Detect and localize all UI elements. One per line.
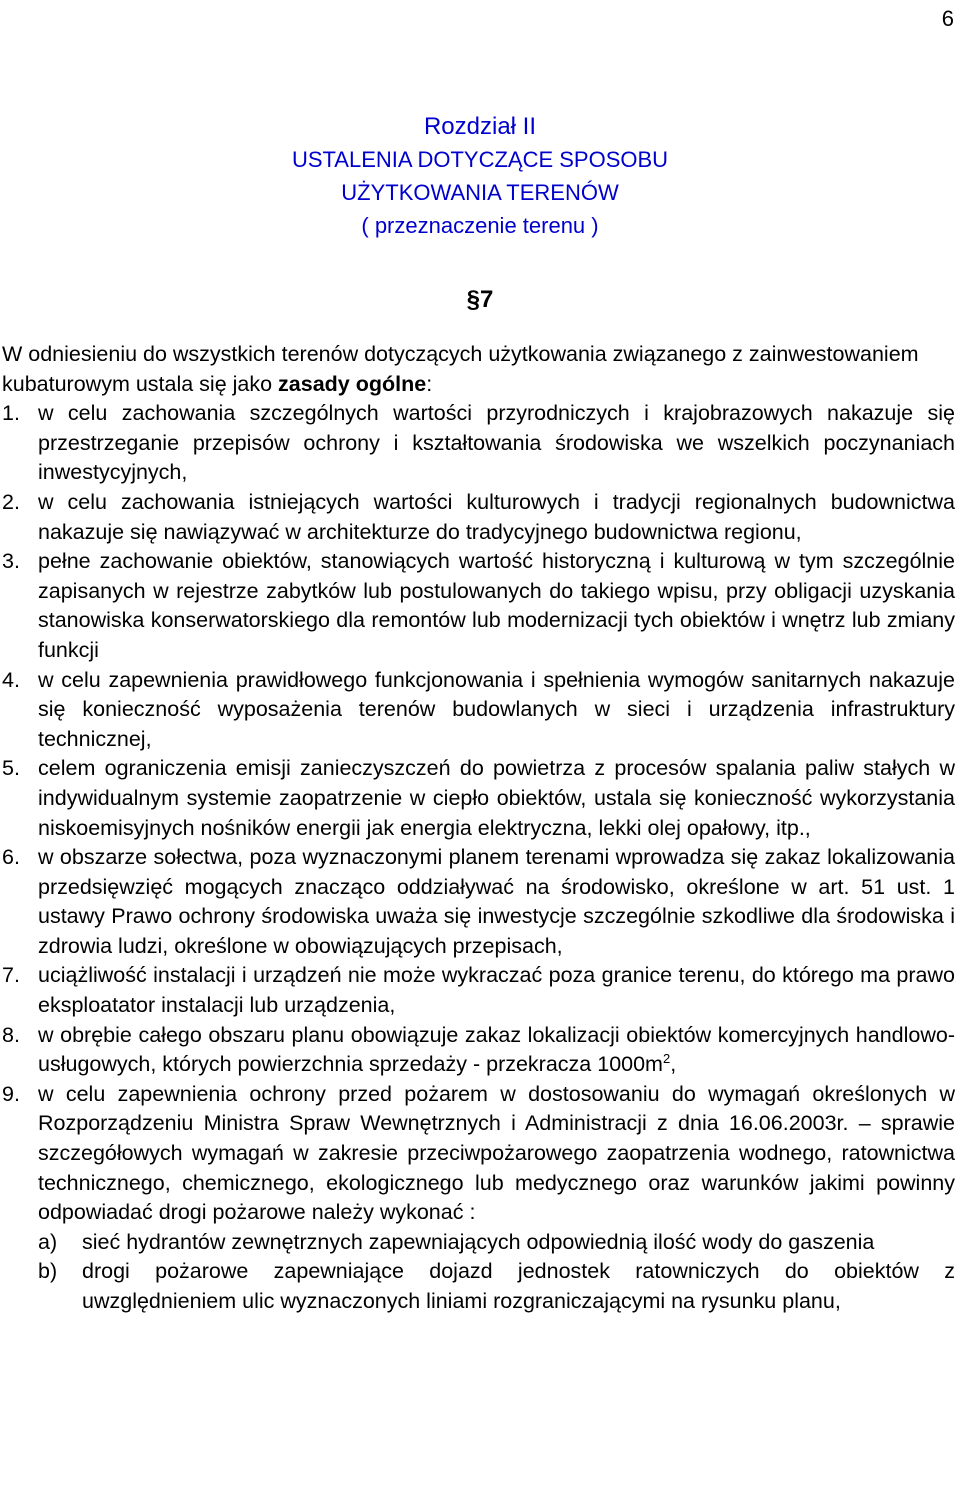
list-item-number: 9. [2, 1081, 20, 1106]
list-item [2, 843, 955, 961]
list-item [2, 1080, 955, 1228]
sub-list-item [2, 1257, 955, 1316]
chapter-title: Rozdział II [423, 113, 537, 140]
list-item-number: 7. [2, 963, 20, 988]
list-item-text: w celu zachowania szczególnych wartości przyrodniczych i krajobrazowych nakazuje się przestrzeganie przepisów ochrony i kształtowania środowiska we wszelkich poczynaniach inwestycyjnych, [38, 401, 955, 485]
list-item [2, 488, 955, 547]
list-item [2, 547, 955, 665]
list-item [2, 666, 955, 755]
list-item-text: w celu zapewnienia ochrony przed pożarem w dostosowaniu do wymagań określonych w Rozporządzeniu Ministra Spraw Wewnętrznych i Administracji z dnia 16.06.2003r. – sprawie szczegółowych wymagań w zakresie przeciwpożarowego zaopatrzenia wodnego, ratownictwa technicznego, chemicznego, ekologicznego lub medycznego oraz warunków jakimi powinny odpowiadać drogi pożarowe należy wykonać : [38, 1081, 955, 1225]
list-item-number: 1. [2, 401, 20, 426]
list-item-number: 3. [2, 549, 20, 574]
list-item-text-main: w obrębie całego obszaru planu obowiązuje zakaz lokalizacji obiektów komercyjnych handlowo-usługowych, których powierzchnia sprzedaży - przekracza 1000m [38, 1022, 955, 1077]
list-item [2, 399, 955, 488]
list-item-text [38, 1021, 955, 1080]
chapter-subtitle-line-2: UŻYTKOWANIA TERENÓW [341, 180, 619, 205]
page-number: 6 [941, 6, 954, 31]
sub-list-item-letter: b) [38, 1259, 58, 1284]
chapter-subtitle-line-1: USTALENIA DOTYCZĄCE SPOSOBU [291, 147, 669, 172]
list-item-text: celem ograniczenia emisji zanieczyszczeń do powietrza z procesów spalania paliw stałych w indywidualnym systemie zaopatrzenie w ciepło obiektów, ustala się konieczność wykorzystania niskoemisyjnych nośników energii jak energia elektryczna, lekki olej opałowy, itp., [38, 756, 955, 840]
list-item-text: pełne zachowanie obiektów, stanowiących wartość historyczną i kulturową w tym szczególnie zapisanych w rejestrze zabytków lub postulowanych do takiego wpisu, przy obligacji uzyskania stanowiska konserwatorskiego dla remontów lub modernizacji tych obiektów i wnętrz lub zmiany funkcji [38, 549, 955, 662]
list-item-number: 8. [2, 1022, 20, 1047]
list-item [2, 961, 955, 1020]
list-item [2, 1021, 955, 1080]
list-item-text: w obszarze sołectwa, poza wyznaczonymi planem terenami wprowadza się zakaz lokalizowania przedsięwzięć mogących znacząco oddziaływać na środowisko, określone w art. 51 ust. 1 ustawy Prawo ochrony środowiska uważa się inwestycje szczególnie szkodliwe dla środowiska i zdrowia ludzi, określone w obowiązujących przepisach, [38, 845, 955, 958]
chapter-heading [0, 110, 960, 242]
list-item-text: w celu zachowania istniejących wartości kulturowych i tradycji regionalnych budownictwa nakazuje się nawiązywać w architekturze do tradycyjnego budownictwa regionu, [38, 489, 955, 544]
list-item-text-tail: , [670, 1052, 677, 1077]
sub-list-item-text: sieć hydrantów zewnętrznych zapewniających odpowiednią ilość wody do gaszenia [82, 1229, 875, 1254]
list-item-number: 4. [2, 667, 20, 692]
list-item-text: w celu zapewnienia prawidłowego funkcjonowania i spełnienia wymogów sanitarnych nakazuje się konieczność wyposażenia terenów budowlanych w sieci i urządzenia infrastruktury technicznej, [38, 667, 955, 751]
chapter-subtitle-line-3: ( przeznaczenie terenu ) [361, 213, 599, 238]
sub-list-item [2, 1228, 955, 1258]
document-body [2, 340, 955, 1317]
intro-tail: : [426, 371, 433, 396]
sub-list-item-letter: a) [38, 1229, 58, 1254]
superscript: 2 [662, 1051, 671, 1067]
intro-paragraph [2, 340, 955, 399]
list-item-number: 6. [2, 845, 20, 870]
list-item [2, 754, 955, 843]
intro-bold-text: zasady ogólne [278, 371, 427, 396]
paragraph-mark: §7 [466, 286, 494, 313]
intro-text: W odniesieniu do wszystkich terenów dotyczących użytkowania związanego z zainwestowaniem kubaturowym ustala się jako [2, 342, 919, 396]
sub-list-item-text: drogi pożarowe zapewniające dojazd jednostek ratowniczych do obiektów z uwzględnieniem ulic wyznaczonych liniami rozgraniczającymi na rysunku planu, [82, 1259, 955, 1313]
list-item-number: 2. [2, 489, 20, 514]
list-item-number: 5. [2, 756, 20, 781]
list-item-text: uciążliwość instalacji i urządzeń nie może wykraczać poza granice terenu, do którego ma prawo eksploatator instalacji lub urządzenia, [38, 963, 955, 1018]
